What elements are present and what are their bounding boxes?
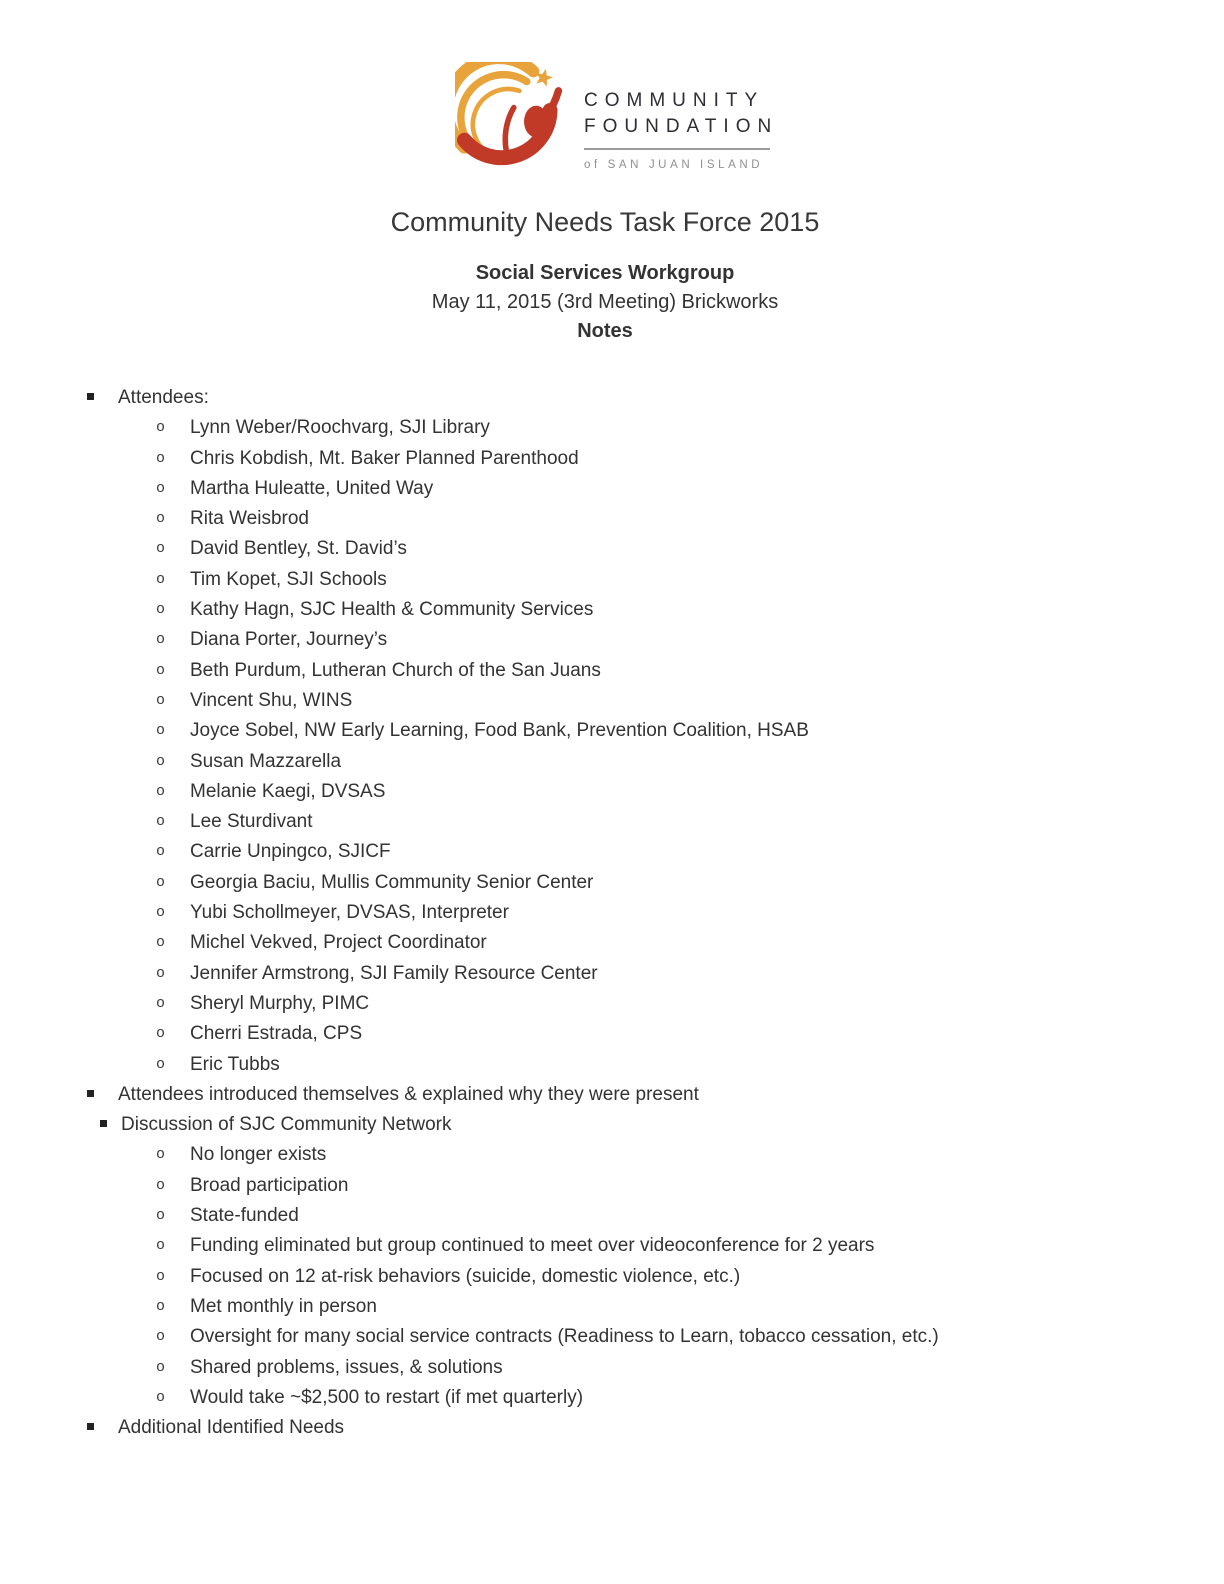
circle-bullet-icon: o: [156, 601, 166, 619]
circle-bullet-icon: o: [156, 1237, 166, 1255]
logo-tagline: of SAN JUAN ISLAND: [584, 159, 764, 171]
bullet-item-level2: [0, 1383, 1224, 1413]
circle-bullet-icon: o: [156, 873, 166, 891]
bullet-item-level2: [0, 504, 1224, 534]
circle-bullet-icon: o: [156, 540, 166, 558]
bullet-item-text: Additional Identified Needs: [118, 1417, 345, 1439]
bullet-item-level2: [0, 1171, 1224, 1201]
circle-bullet-icon: o: [156, 1358, 166, 1376]
circle-bullet-icon: o: [156, 691, 166, 709]
notes-label: Notes: [577, 320, 633, 342]
bullet-item-level2: [0, 444, 1224, 474]
bullet-item-text: No longer exists: [190, 1144, 327, 1166]
bullet-item-text: Georgia Baciu, Mullis Community Senior Center: [190, 871, 594, 893]
bullet-item-text: Melanie Kaegi, DVSAS: [190, 780, 386, 802]
bullet-item-text: Sheryl Murphy, PIMC: [190, 992, 370, 1014]
circle-bullet-icon: o: [156, 570, 166, 588]
logo-text-line1: COMMUNITY: [584, 90, 765, 111]
bullet-item-level2: [0, 474, 1224, 504]
bullet-item-level2: [0, 1201, 1224, 1231]
circle-bullet-icon: o: [156, 1207, 166, 1225]
meeting-date-line: May 11, 2015 (3rd Meeting) Brickworks: [431, 291, 779, 313]
bullet-item-text: Eric Tubbs: [190, 1053, 280, 1075]
circle-bullet-icon: o: [156, 994, 166, 1012]
bullet-item-level2: [0, 565, 1224, 595]
bullet-item-text: Kathy Hagn, SJC Health & Community Services: [190, 599, 594, 621]
logo-wordmark: [584, 88, 778, 172]
circle-bullet-icon: o: [156, 1388, 166, 1406]
bullet-item-level2: [0, 1050, 1224, 1080]
bullet-item-level2: [0, 1140, 1224, 1170]
bullet-item-text: Beth Purdum, Lutheran Church of the San Juans: [190, 659, 601, 681]
circle-bullet-icon: o: [156, 1146, 166, 1164]
bullet-item-level2: [0, 1353, 1224, 1383]
bullet-item-text: Attendees:: [118, 387, 209, 408]
square-bullet-icon: [87, 1090, 94, 1097]
circle-bullet-icon: o: [156, 1025, 166, 1043]
workgroup-subtitle: Social Services Workgroup: [475, 262, 735, 284]
circle-bullet-icon: o: [156, 752, 166, 770]
bullet-item-text: Shared problems, issues, & solutions: [190, 1356, 503, 1378]
bullet-item-level2: [0, 595, 1224, 625]
bullet-item-text: Tim Kopet, SJI Schools: [190, 568, 387, 590]
circle-bullet-icon: o: [156, 631, 166, 649]
bullet-item-text: Cherri Estrada, CPS: [190, 1023, 363, 1045]
bullet-item-level1: [0, 1080, 1224, 1110]
bullet-item-level2: [0, 1231, 1224, 1261]
bullet-item-level2: [0, 777, 1224, 807]
bullet-item-text: Vincent Shu, WINS: [190, 689, 353, 711]
bullet-item-text: Lee Sturdivant: [190, 811, 313, 833]
circle-bullet-icon: o: [156, 1297, 166, 1315]
circle-bullet-icon: o: [156, 510, 166, 528]
circle-bullet-icon: o: [156, 449, 166, 467]
bullet-item-text: Yubi Schollmeyer, DVSAS, Interpreter: [190, 902, 509, 924]
bullet-item-level2: [0, 716, 1224, 746]
bullet-item-level2: [0, 1262, 1224, 1292]
bullet-item-text: Lynn Weber/Roochvarg, SJI Library: [190, 417, 490, 439]
notes-list: [0, 383, 1224, 1443]
bullet-item-text: Oversight for many social service contracts (Readiness to Learn, tobacco cessation, etc.): [190, 1326, 939, 1348]
bullet-item-text: Jennifer Armstrong, SJI Family Resource Center: [190, 962, 598, 984]
bullet-item-level2: [0, 747, 1224, 777]
bullet-item-text: Rita Weisbrod: [190, 508, 309, 530]
bullet-item-level2: [0, 656, 1224, 686]
page-title: Community Needs Task Force 2015: [390, 207, 820, 237]
foundation-logo-icon: [455, 62, 567, 183]
bullet-item-level1: [0, 1413, 1224, 1443]
bullet-item-level2: [0, 1322, 1224, 1352]
bullet-item-text: David Bentley, St. David’s: [190, 538, 407, 560]
bullet-item-text: Diana Porter, Journey’s: [190, 629, 388, 651]
bullet-item-text: Susan Mazzarella: [190, 750, 342, 772]
circle-bullet-icon: o: [156, 843, 166, 861]
bullet-item-level2: [0, 625, 1224, 655]
bullet-item-text: Chris Kobdish, Mt. Baker Planned Parenthood: [190, 447, 579, 469]
bullet-item-level2: [0, 868, 1224, 898]
bullet-item-text: Michel Vekved, Project Coordinator: [190, 932, 487, 954]
square-bullet-icon: [87, 1423, 94, 1430]
circle-bullet-icon: o: [156, 1328, 166, 1346]
circle-bullet-icon: o: [156, 1267, 166, 1285]
bullet-item-level2: [0, 928, 1224, 958]
bullet-item-text: Broad participation: [190, 1174, 349, 1196]
circle-bullet-icon: o: [156, 904, 166, 922]
circle-bullet-icon: o: [156, 479, 166, 497]
bullet-item-text: Focused on 12 at-risk behaviors (suicide, domestic violence, etc.): [190, 1265, 741, 1287]
bullet-item-level2: [0, 959, 1224, 989]
circle-bullet-icon: o: [156, 813, 166, 831]
circle-bullet-icon: o: [156, 782, 166, 800]
logo-divider: [584, 148, 770, 150]
bullet-item-level2: [0, 1292, 1224, 1322]
bullet-item-level2: [0, 534, 1224, 564]
bullet-item-level1: [0, 383, 1224, 413]
bullet-item-text: Would take ~$2,500 to restart (if met quarterly): [190, 1386, 584, 1408]
bullet-item-text: Met monthly in person: [190, 1295, 377, 1317]
bullet-item-level2: [0, 837, 1224, 867]
circle-bullet-icon: o: [156, 934, 166, 952]
bullet-item-text: Funding eliminated but group continued to meet over videoconference for 2 years: [190, 1235, 875, 1257]
logo-text-line2: FOUNDATION: [584, 116, 779, 137]
bullet-item-text: Joyce Sobel, NW Early Learning, Food Bank, Prevention Coalition, HSAB: [190, 720, 809, 742]
bullet-item-level2: [0, 686, 1224, 716]
bullet-item-text: State-funded: [190, 1205, 299, 1227]
square-bullet-icon: [100, 1120, 107, 1127]
bullet-item-level2: [0, 807, 1224, 837]
circle-bullet-icon: o: [156, 1176, 166, 1194]
bullet-item-level2: [0, 989, 1224, 1019]
circle-bullet-icon: o: [156, 964, 166, 982]
bullet-item-level1: [0, 1110, 1224, 1140]
circle-bullet-icon: o: [156, 419, 166, 437]
bullet-item-text: Carrie Unpingco, SJICF: [190, 841, 391, 863]
bullet-item-level2: [0, 413, 1224, 443]
bullet-item-text: Discussion of SJC Community Network: [121, 1114, 452, 1136]
circle-bullet-icon: o: [156, 722, 166, 740]
bullet-item-text: Attendees introduced themselves & explained why they were present: [118, 1083, 699, 1105]
square-bullet-icon: [87, 393, 94, 400]
bullet-item-level2: [0, 898, 1224, 928]
circle-bullet-icon: o: [156, 1055, 166, 1073]
bullet-item-text: Martha Huleatte, United Way: [190, 477, 434, 499]
bullet-item-level2: [0, 1019, 1224, 1049]
circle-bullet-icon: o: [156, 661, 166, 679]
